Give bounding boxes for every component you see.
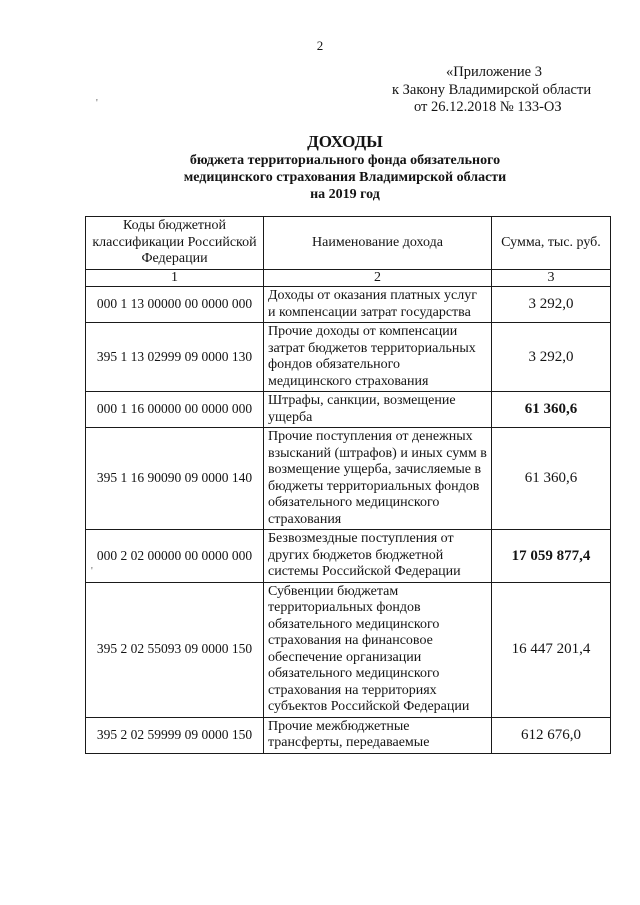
income-table [85,216,611,754]
row-sum: 17 059 877,4 [492,530,611,583]
annex-line-2: к Закону Владимирской области [392,81,592,98]
column-number-row [86,269,611,287]
row-name: Прочие поступления от денежных взысканий (штрафов) и иных сумм в возмещение ущерба, зачисляемые в бюджеты территориальных фондов обязательного медицинского страхования [264,428,492,530]
row-code: 395 2 02 59999 09 0000 150 [86,717,264,753]
row-name: Доходы от оказания платных услуг и компенсации затрат государства [264,287,492,323]
row-code: 000 1 16 00000 00 0000 000 [86,392,264,428]
row-name: Субвенции бюджетам территориальных фондов обязательного медицинского страхования на финансовое обеспечение организации обязательного медицинского страхования на территориях субъектов Российской Федерации [264,582,492,717]
row-sum: 3 292,0 [492,287,611,323]
row-sum: 3 292,0 [492,323,611,392]
table-row [86,582,611,717]
row-sum: 61 360,6 [492,428,611,530]
header-code: Коды бюджетной классификации Российской Федерации [86,217,264,270]
row-name: Безвозмездные поступления от других бюджетов бюджетной системы Российской Федерации [264,530,492,583]
page-number: 2 [316,38,324,53]
row-name: Прочие межбюджетные трансферты, передаваемые [264,717,492,753]
title-line-2: бюджета территориального фонда обязательного [189,153,501,168]
row-code: 000 2 02 00000 00 0000 000 [86,530,264,583]
row-code: 000 1 13 00000 00 0000 000 [86,287,264,323]
row-code: 395 1 13 02999 09 0000 130 [86,323,264,392]
row-sum: 61 360,6 [492,392,611,428]
scan-speck: ' [96,98,98,109]
table-row [86,717,611,753]
column-number: 3 [492,269,611,287]
column-number: 2 [264,269,492,287]
table-row [86,530,611,583]
row-name: Прочие доходы от компенсации затрат бюджетов территориальных фондов обязательного медицинского страхования [264,323,492,392]
header-sum: Сумма, тыс. руб. [492,217,611,270]
title-line-4: на 2019 год [310,187,380,202]
table-row [86,287,611,323]
annex-line-3: от 26.12.2018 № 133-ОЗ [414,99,562,115]
row-name: Штрафы, санкции, возмещение ущерба [264,392,492,428]
table-row [86,428,611,530]
row-sum: 612 676,0 [492,717,611,753]
annex-reference [382,64,612,117]
title-line-3: медицинского страхования Владимирской области [183,170,507,185]
table-header-row [86,217,611,270]
column-number: 1 [86,269,264,287]
annex-line-1: «Приложение 3 [446,64,542,80]
row-code: 395 2 02 55093 09 0000 150 [86,582,264,717]
scan-speck: ' [91,566,93,577]
table-row [86,392,611,428]
document-title [150,132,540,203]
row-code: 395 1 16 90090 09 0000 140 [86,428,264,530]
title-main: ДОХОДЫ [307,132,383,151]
row-sum: 16 447 201,4 [492,582,611,717]
header-name: Наименование дохода [264,217,492,270]
table-row [86,323,611,392]
